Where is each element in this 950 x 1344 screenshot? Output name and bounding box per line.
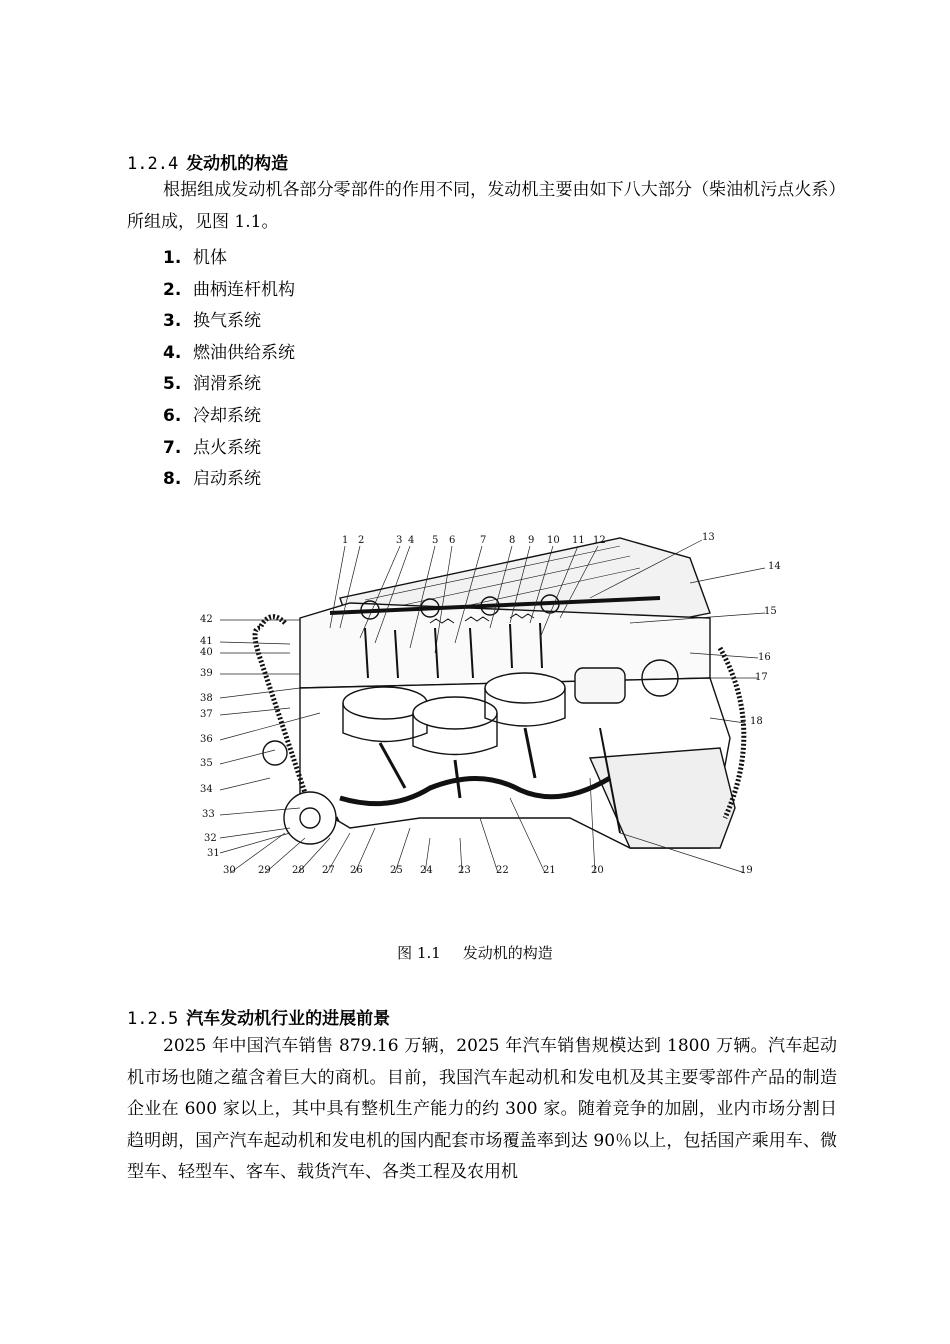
section-title: 发动机的构造 [186,154,289,174]
figure-title: 发动机的构造 [462,944,553,962]
callout-18: 18 [750,716,763,727]
section-number: 1.2.5 [127,1009,179,1029]
callout-4: 4 [408,535,415,546]
engine-systems-list [163,243,295,496]
callout-8: 8 [509,535,516,546]
figure-label: 图 1.1 [397,944,441,962]
callout-22: 22 [496,865,509,876]
callout-28: 28 [292,865,305,876]
callout-41: 41 [200,636,213,647]
figure-caption [0,942,950,963]
callout-16: 16 [758,652,771,663]
callout-35: 35 [200,758,213,769]
callout-29: 29 [258,865,271,876]
callout-15: 15 [764,606,777,617]
section-heading-1-2-5 [127,1004,390,1029]
list-item: 5. 润滑系统 [163,374,261,395]
list-item: 2. 曲柄连杆机构 [163,279,295,300]
callout-11: 11 [572,535,585,546]
callout-10: 10 [547,535,560,546]
callout-24: 24 [420,865,433,876]
callout-9: 9 [528,535,535,546]
list-item: 4. 燃油供给系统 [163,342,295,363]
callout-3: 3 [396,535,403,546]
list-item: 7. 点火系统 [163,437,261,458]
callout-21: 21 [543,865,556,876]
section-heading-1-2-4 [127,149,288,174]
callout-27: 27 [322,865,335,876]
list-item: 6. 冷却系统 [163,405,261,426]
callout-34: 34 [200,784,213,795]
list-item: 1. 机体 [163,248,227,268]
callout-39: 39 [200,668,213,679]
callout-25: 25 [390,865,403,876]
callout-37: 37 [200,709,213,720]
callout-42: 42 [200,614,213,625]
callout-12: 12 [593,535,606,546]
list-item: 8. 启动系统 [163,469,261,490]
callout-30: 30 [223,865,236,876]
callout-1: 1 [342,535,349,546]
callout-19: 19 [740,865,753,876]
callout-36: 36 [200,734,213,745]
section-number: 1.2.4 [127,154,179,174]
callout-6: 6 [449,535,456,546]
callout-13: 13 [702,532,715,543]
list-item: 3. 换气系统 [163,311,261,332]
callout-20: 20 [591,865,604,876]
callout-17: 17 [755,672,768,683]
callout-14: 14 [768,561,781,572]
callout-7: 7 [480,535,487,546]
callout-26: 26 [350,865,363,876]
callout-31: 31 [207,848,220,859]
engine-cutaway-figure [190,528,790,888]
callout-2: 2 [358,535,365,546]
callout-40: 40 [200,647,213,658]
section-title: 汽车发动机行业的进展前景 [186,1009,391,1029]
callout-23: 23 [458,865,471,876]
callout-33: 33 [202,809,215,820]
callout-38: 38 [200,693,213,704]
callout-32: 32 [204,833,217,844]
industry-outlook-paragraph: 2025 年中国汽车销售 879.16 万辆，2025 年汽车销售规模达到 1800 万辆。汽车起动机市场也随之蕴含着巨大的商机。目前，我国汽车起动机和发电机及其主要零部件产品的制造企业在 600 家以上，其中具有整机生产能力的约 300 家。随着竞争的加剧，业内市场分割日趋明朗，国产汽车起动机和发电机的国内配套市场覆盖率到达 90％以上，包括国产乘用车、微型车、轻型车、客车、载货汽车、各类工程及农用机 [127,1036,837,1182]
intro-paragraph: 根据组成发动机各部分零部件的作用不同，发动机主要由如下八大部分（柴油机污点火系）所组成，见图 1.1。 [127,180,837,232]
callout-5: 5 [432,535,439,546]
